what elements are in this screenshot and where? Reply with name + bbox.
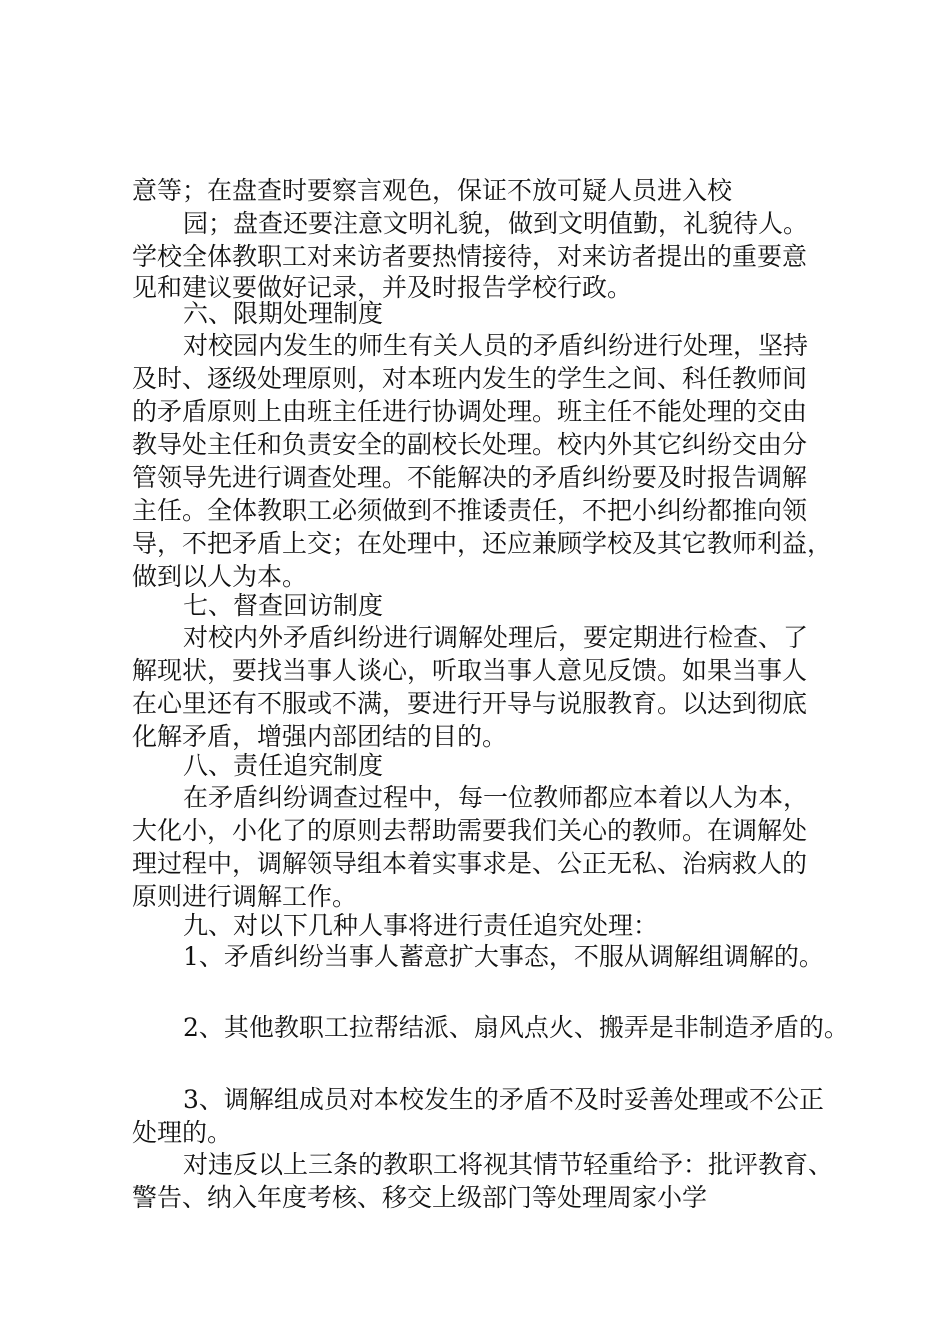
text-line: 在心里还有不服或不满，要进行开导与说服教育。以达到彻底 [132,689,808,718]
text-line: 学校全体教职工对来访者要热情接待，对来访者提出的重要意 [132,242,808,271]
text-line: 主任。全体教职工必须做到不推诿责任，不把小纠纷都推向领 [132,496,808,525]
section-heading: 九、对以下几种人事将进行责任追究处理： [183,911,659,940]
text-line: 导，不把矛盾上交；在处理中，还应兼顾学校及其它教师利益， [132,529,833,558]
text-line: 3、调解组成员对本校发生的矛盾不及时妥善处理或不公正 [183,1085,824,1114]
text-line: 原则进行调解工作。 [132,882,358,911]
text-line: 做到以人为本。 [132,562,308,591]
text-line: 化解矛盾，增强内部团结的目的。 [132,722,508,751]
text-line: 解现状，要找当事人谈心，听取当事人意见反馈。如果当事人 [132,656,808,685]
section-heading: 六、限期处理制度 [183,299,384,328]
text-line: 见和建议要做好记录，并及时报告学校行政。 [132,273,633,302]
text-line: 警告、纳入年度考核、移交上级部门等处理周家小学 [132,1183,708,1212]
text-line: 园；盘查还要注意文明礼貌，做到文明值勤，礼貌待人。 [183,209,809,238]
text-line: 2、其他教职工拉帮结派、扇风点火、搬弄是非制造矛盾的。 [183,1013,849,1042]
text-line: 对校园内发生的师生有关人员的矛盾纠纷进行处理，坚持 [183,331,809,360]
text-line: 意等；在盘查时要察言观色，保证不放可疑人员进入校 [132,176,733,205]
text-line: 对违反以上三条的教职工将视其情节轻重给予：批评教育、 [183,1150,834,1179]
section-heading: 八、责任追究制度 [183,751,384,780]
text-line: 管领导先进行调查处理。不能解决的矛盾纠纷要及时报告调解 [132,463,808,492]
text-line: 对校内外矛盾纠纷进行调解处理后，要定期进行检查、了 [183,623,809,652]
text-line: 处理的。 [132,1118,233,1147]
text-line: 的矛盾原则上由班主任进行协调处理。班主任不能处理的交由 [132,397,808,426]
section-heading: 七、督查回访制度 [183,591,384,620]
text-line: 理过程中，调解领导组本着实事求是、公正无私、治病救人的 [132,849,808,878]
text-line: 及时、逐级处理原则，对本班内发生的学生之间、科任教师间 [132,364,808,393]
text-line: 在矛盾纠纷调查过程中，每一位教师都应本着以人为本， [183,783,809,812]
text-line: 教导处主任和负责安全的副校长处理。校内外其它纠纷交由分 [132,430,808,459]
text-line: 1、矛盾纠纷当事人蓄意扩大事态，不服从调解组调解的。 [183,942,824,971]
text-line: 大化小，小化了的原则去帮助需要我们关心的教师。在调解处 [132,816,808,845]
